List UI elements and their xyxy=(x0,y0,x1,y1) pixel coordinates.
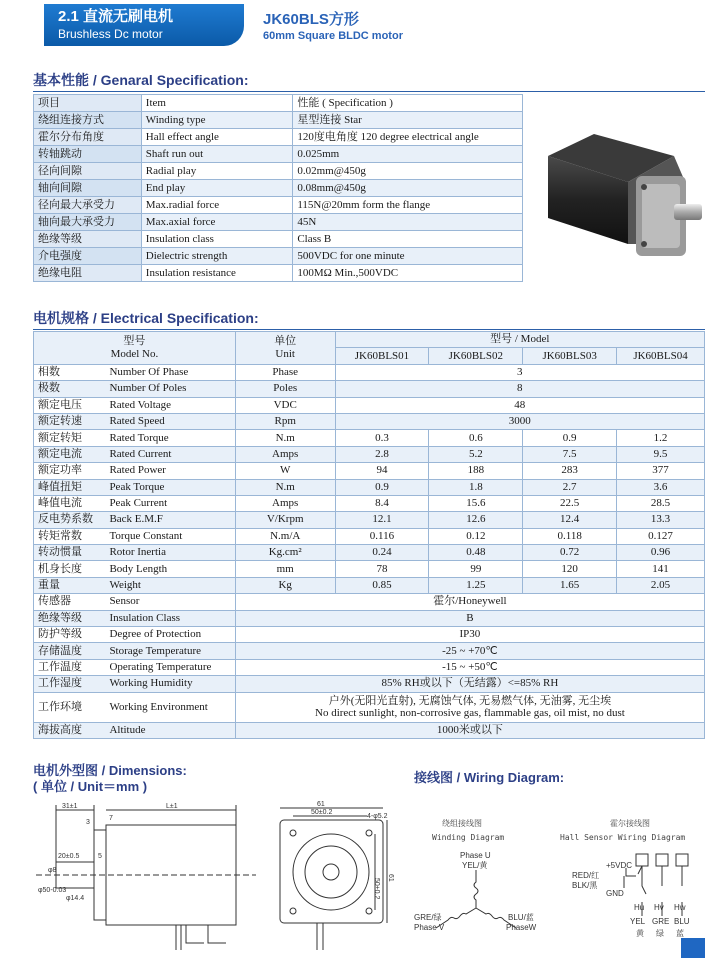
row-value: 377 xyxy=(617,463,705,479)
model-col-2: JK60BLS02 xyxy=(429,348,523,364)
general-cell-en: End play xyxy=(141,180,293,197)
row-unit: Kg xyxy=(235,577,335,593)
row-value: 3 xyxy=(335,364,704,380)
row-label-cn: 转矩常数 xyxy=(34,528,106,544)
dim-label: 50±0.2 xyxy=(311,809,333,816)
row-label-en: Number Of Phase xyxy=(105,364,235,380)
general-cell-val: 性能 ( Specification ) xyxy=(293,95,523,112)
general-cell-val: 100MΩ Min.,500VDC xyxy=(293,265,523,282)
general-spec-row xyxy=(34,265,523,282)
general-cell-cn: 项目 xyxy=(34,95,142,112)
red-label: RED/红 xyxy=(572,871,600,880)
row-label-cn: 额定转速 xyxy=(34,413,106,429)
dim-label: φ50-0.03 xyxy=(38,887,67,894)
row-label-en: Operating Temperature xyxy=(105,659,235,675)
general-cell-val: 0.025mm xyxy=(293,146,523,163)
row-value: IP30 xyxy=(235,627,704,643)
front-view-drawing xyxy=(275,800,400,958)
divider xyxy=(33,91,705,92)
row-value: 1.25 xyxy=(429,577,523,593)
general-cell-cn: 绝缘等级 xyxy=(34,231,142,248)
general-cell-en: Insulation class xyxy=(141,231,293,248)
section-badge xyxy=(44,4,244,46)
general-cell-cn: 介电强度 xyxy=(34,248,142,265)
row-label-cn: 额定功率 xyxy=(34,463,106,479)
electrical-spec-row xyxy=(34,610,705,626)
row-unit: W xyxy=(235,463,335,479)
dim-label: 5 xyxy=(98,853,102,860)
row-label-en: Altitude xyxy=(105,722,235,738)
general-cell-cn: 绝缘电阻 xyxy=(34,265,142,282)
model-col-3: JK60BLS03 xyxy=(523,348,617,364)
dim-label: 4-φ5.2 xyxy=(367,813,388,820)
vdc-label: +5VDC xyxy=(606,861,633,870)
hall-title-en: Hall Sensor Wiring Diagram xyxy=(560,833,686,842)
electrical-spec-row xyxy=(34,463,705,479)
general-cell-en: Max.radial force xyxy=(141,197,293,214)
row-value: 1.8 xyxy=(429,479,523,495)
row-value: 0.3 xyxy=(335,430,429,446)
row-value: 霍尔/Honeywell xyxy=(235,594,704,610)
motor-photo xyxy=(524,94,705,284)
row-value: 3.6 xyxy=(617,479,705,495)
general-spec-row xyxy=(34,112,523,129)
row-label-cn: 传感器 xyxy=(34,594,106,610)
header-model xyxy=(34,332,236,365)
row-value: 78 xyxy=(335,561,429,577)
blu-label: BLU/蓝 xyxy=(508,913,534,922)
row-label-en: Weight xyxy=(105,577,235,593)
row-label-cn: 机身长度 xyxy=(34,561,106,577)
row-value: 1000米或以下 xyxy=(235,722,704,738)
row-unit: N.m xyxy=(235,479,335,495)
row-label-cn: 反电势系数 xyxy=(34,512,106,528)
general-cell-val: 500VDC for one minute xyxy=(293,248,523,265)
model-col-4: JK60BLS04 xyxy=(617,348,705,364)
general-cell-cn: 径向间隙 xyxy=(34,163,142,180)
row-label-cn: 工作环境 xyxy=(34,692,106,722)
row-value: 283 xyxy=(523,463,617,479)
row-unit: Rpm xyxy=(235,413,335,429)
row-value: 99 xyxy=(429,561,523,577)
header-model-cn: 型号 xyxy=(123,334,146,347)
divider xyxy=(33,329,705,330)
row-label-en: Body Length xyxy=(105,561,235,577)
row-label-cn: 海拔高度 xyxy=(34,722,106,738)
model-title: JK60BLS方形 xyxy=(263,11,359,28)
general-cell-en: Radial play xyxy=(141,163,293,180)
row-label-en: Peak Current xyxy=(105,495,235,511)
row-value: 0.96 xyxy=(617,545,705,561)
general-cell-cn: 转轴跳动 xyxy=(34,146,142,163)
wiring-title: 接线图 / Wiring Diagram: xyxy=(414,770,565,785)
general-cell-en: Shaft run out xyxy=(141,146,293,163)
general-spec-row xyxy=(34,197,523,214)
row-value: -25 ~ +70℃ xyxy=(235,643,704,659)
row-unit: Amps xyxy=(235,446,335,462)
dim-label: 61 xyxy=(317,801,325,808)
row-label-en: Rated Power xyxy=(105,463,235,479)
row-unit: VDC xyxy=(235,397,335,413)
env-line-en: No direct sunlight, non-corrosive gas, flammable gas, oil mist, no dust xyxy=(315,707,625,720)
row-value: 0.85 xyxy=(335,577,429,593)
row-value: 0.6 xyxy=(429,430,523,446)
general-cell-en: Winding type xyxy=(141,112,293,129)
general-cell-val: 120度电角度 120 degree electrical angle xyxy=(293,129,523,146)
general-cell-en: Item xyxy=(141,95,293,112)
row-unit: N.m xyxy=(235,430,335,446)
dim-label: 31±1 xyxy=(62,803,78,810)
row-unit: V/Krpm xyxy=(235,512,335,528)
row-value: 0.24 xyxy=(335,545,429,561)
row-value: 48 xyxy=(335,397,704,413)
dim-label: 3 xyxy=(86,819,90,826)
row-value: 5.2 xyxy=(429,446,523,462)
row-label-en: Storage Temperature xyxy=(105,643,235,659)
electrical-spec-row xyxy=(34,528,705,544)
model-subtitle: 60mm Square BLDC motor xyxy=(263,30,403,42)
row-unit: N.m/A xyxy=(235,528,335,544)
general-cell-cn: 绕组连接方式 xyxy=(34,112,142,129)
row-value xyxy=(235,692,704,722)
row-value: B xyxy=(235,610,704,626)
general-spec-row xyxy=(34,95,523,112)
electrical-spec-table xyxy=(33,331,705,739)
row-label-en: Torque Constant xyxy=(105,528,235,544)
row-unit: Kg.cm² xyxy=(235,545,335,561)
row-value: 0.72 xyxy=(523,545,617,561)
electrical-spec-title: 电机规格 / Electrical Specification: xyxy=(33,310,259,326)
phase-u-label: Phase U xyxy=(460,851,491,860)
electrical-spec-row xyxy=(34,659,705,675)
electrical-spec-row xyxy=(34,413,705,429)
row-value: 120 xyxy=(523,561,617,577)
row-value: 13.3 xyxy=(617,512,705,528)
row-label-cn: 绝缘等级 xyxy=(34,610,106,626)
phase-v-label: Phase V xyxy=(414,923,445,932)
electrical-spec-row xyxy=(34,692,705,722)
row-value: 15.6 xyxy=(429,495,523,511)
row-value: 0.9 xyxy=(523,430,617,446)
dim-label: 7 xyxy=(109,815,113,822)
row-unit: mm xyxy=(235,561,335,577)
general-cell-val: 0.08mm@450g xyxy=(293,180,523,197)
row-label-en: Peak Torque xyxy=(105,479,235,495)
model-col-1: JK60BLS01 xyxy=(335,348,429,364)
general-spec-title: 基本性能 / Genaral Specification: xyxy=(33,72,249,88)
row-label-en: Number Of Poles xyxy=(105,381,235,397)
row-label-en: Degree of Protection xyxy=(105,627,235,643)
row-label-en: Rated Current xyxy=(105,446,235,462)
row-value: 28.5 xyxy=(617,495,705,511)
dim-label: φ14.4 xyxy=(66,895,85,902)
side-view-drawing xyxy=(36,800,266,958)
general-cell-cn: 轴向最大承受力 xyxy=(34,214,142,231)
electrical-spec-row xyxy=(34,627,705,643)
row-unit: Amps xyxy=(235,495,335,511)
blu2-label: BLU xyxy=(674,917,690,926)
electrical-spec-row xyxy=(34,643,705,659)
row-label-cn: 峰值电流 xyxy=(34,495,106,511)
cn-b-label: 蓝 xyxy=(676,929,684,938)
general-cell-cn: 轴向间隙 xyxy=(34,180,142,197)
row-unit: Poles xyxy=(235,381,335,397)
row-label-en: Sensor xyxy=(105,594,235,610)
winding-title-cn: 绕组接线图 xyxy=(442,819,482,828)
row-value: 85% RH或以下（无结露）<=85% RH xyxy=(235,676,704,692)
row-label-en: Rated Torque xyxy=(105,430,235,446)
electrical-spec-row xyxy=(34,512,705,528)
row-value: 7.5 xyxy=(523,446,617,462)
general-cell-val: 115N@20mm form the flange xyxy=(293,197,523,214)
row-value: 22.5 xyxy=(523,495,617,511)
hv-label: Hv xyxy=(654,903,664,912)
row-value: 0.116 xyxy=(335,528,429,544)
row-label-cn: 工作温度 xyxy=(34,659,106,675)
row-value: 8.4 xyxy=(335,495,429,511)
phase-w-label: PhaseW xyxy=(506,923,537,932)
electrical-spec-row xyxy=(34,479,705,495)
yel-label: YEL/黄 xyxy=(462,861,488,870)
general-spec-row xyxy=(34,214,523,231)
row-value: 0.48 xyxy=(429,545,523,561)
row-value: 2.05 xyxy=(617,577,705,593)
general-spec-row xyxy=(34,231,523,248)
electrical-spec-row xyxy=(34,545,705,561)
electrical-spec-row xyxy=(34,577,705,593)
dim-label: 20±0.5 xyxy=(58,853,80,860)
row-label-cn: 相数 xyxy=(34,364,106,380)
row-label-cn: 额定电流 xyxy=(34,446,106,462)
row-label-en: Working Humidity xyxy=(105,676,235,692)
hw-label: Hw xyxy=(674,903,686,912)
general-spec-table xyxy=(33,94,523,282)
header-unit xyxy=(235,332,335,365)
gre2-label: GRE xyxy=(652,917,670,926)
dim-label: 61 xyxy=(387,874,394,882)
row-label-cn: 存储温度 xyxy=(34,643,106,659)
electrical-spec-row xyxy=(34,722,705,738)
page-corner-mark xyxy=(681,938,705,958)
row-value: 12.4 xyxy=(523,512,617,528)
yel2-label: YEL xyxy=(630,917,646,926)
row-value: 8 xyxy=(335,381,704,397)
header-unit-cn: 单位 xyxy=(274,334,297,347)
row-value: 9.5 xyxy=(617,446,705,462)
row-value: 188 xyxy=(429,463,523,479)
row-label-cn: 额定电压 xyxy=(34,397,106,413)
row-label-cn: 额定转矩 xyxy=(34,430,106,446)
gnd-label: GND xyxy=(606,889,624,898)
general-cell-val: 45N xyxy=(293,214,523,231)
row-value: 2.8 xyxy=(335,446,429,462)
row-label-en: Back E.M.F xyxy=(105,512,235,528)
hu-label: Hu xyxy=(634,903,645,912)
env-line-cn: 户外(无阳光直射), 无腐蚀气体, 无易燃气体, 无油雾, 无尘埃 xyxy=(328,695,612,708)
general-cell-val: 0.02mm@450g xyxy=(293,163,523,180)
row-value: 2.7 xyxy=(523,479,617,495)
row-value: 141 xyxy=(617,561,705,577)
general-spec-row xyxy=(34,146,523,163)
row-label-en: Insulation Class xyxy=(105,610,235,626)
row-value: 0.118 xyxy=(523,528,617,544)
row-label-en: Rated Voltage xyxy=(105,397,235,413)
header-model-en: Model No. xyxy=(110,347,159,360)
header-unit-en: Unit xyxy=(275,347,295,360)
general-spec-row xyxy=(34,129,523,146)
general-cell-en: Dielectric strength xyxy=(141,248,293,265)
general-cell-en: Max.axial force xyxy=(141,214,293,231)
row-value: -15 ~ +50℃ xyxy=(235,659,704,675)
row-label-cn: 重量 xyxy=(34,577,106,593)
row-value: 1.65 xyxy=(523,577,617,593)
row-value: 3000 xyxy=(335,413,704,429)
row-unit: Phase xyxy=(235,364,335,380)
electrical-spec-row xyxy=(34,676,705,692)
wiring-diagram xyxy=(410,812,705,958)
general-spec-row xyxy=(34,180,523,197)
electrical-spec-row xyxy=(34,561,705,577)
cn-y-label: 黄 xyxy=(636,929,644,938)
hall-title-cn: 霍尔接线图 xyxy=(610,819,650,828)
row-label-cn: 防护等级 xyxy=(34,627,106,643)
row-label-cn: 极数 xyxy=(34,381,106,397)
electrical-spec-row xyxy=(34,446,705,462)
electrical-spec-row xyxy=(34,495,705,511)
general-cell-val: 星型连接 Star xyxy=(293,112,523,129)
row-value: 12.6 xyxy=(429,512,523,528)
section-title-en: Brushless Dc motor xyxy=(58,27,163,41)
dim-label: L±1 xyxy=(166,803,178,810)
dim-label: φ8 xyxy=(48,867,57,874)
electrical-spec-row xyxy=(34,381,705,397)
row-label-en: Working Environment xyxy=(105,692,235,722)
general-cell-en: Hall effect angle xyxy=(141,129,293,146)
row-label-en: Rated Speed xyxy=(105,413,235,429)
row-value: 0.127 xyxy=(617,528,705,544)
electrical-spec-row xyxy=(34,397,705,413)
row-value: 0.9 xyxy=(335,479,429,495)
winding-title-en: Winding Diagram xyxy=(432,833,505,842)
general-cell-en: Insulation resistance xyxy=(141,265,293,282)
cn-g-label: 绿 xyxy=(656,929,664,938)
electrical-spec-row xyxy=(34,430,705,446)
row-label-en: Rotor Inertia xyxy=(105,545,235,561)
row-label-cn: 工作湿度 xyxy=(34,676,106,692)
row-value: 1.2 xyxy=(617,430,705,446)
electrical-spec-row xyxy=(34,594,705,610)
dimensions-title-line2: ( 单位 / Unit＝mm ) xyxy=(33,779,148,794)
gre-label: GRE/绿 xyxy=(414,913,442,922)
general-cell-cn: 径向最大承受力 xyxy=(34,197,142,214)
general-spec-row xyxy=(34,163,523,180)
general-cell-val: Class B xyxy=(293,231,523,248)
general-cell-cn: 霍尔分布角度 xyxy=(34,129,142,146)
row-value: 94 xyxy=(335,463,429,479)
electrical-spec-row xyxy=(34,364,705,380)
dimensions-title xyxy=(33,763,187,795)
general-spec-row xyxy=(34,248,523,265)
header-model-group: 型号 / Model xyxy=(335,332,704,348)
dim-label: 50±0.2 xyxy=(373,878,380,900)
blk-label: BLK/黑 xyxy=(572,881,598,890)
row-value: 12.1 xyxy=(335,512,429,528)
row-value: 0.12 xyxy=(429,528,523,544)
section-title-cn: 2.1 直流无刷电机 xyxy=(58,8,174,25)
row-label-cn: 峰值扭矩 xyxy=(34,479,106,495)
row-label-cn: 转动惯量 xyxy=(34,545,106,561)
dimensions-title-line1: 电机外型图 / Dimensions: xyxy=(33,763,187,778)
